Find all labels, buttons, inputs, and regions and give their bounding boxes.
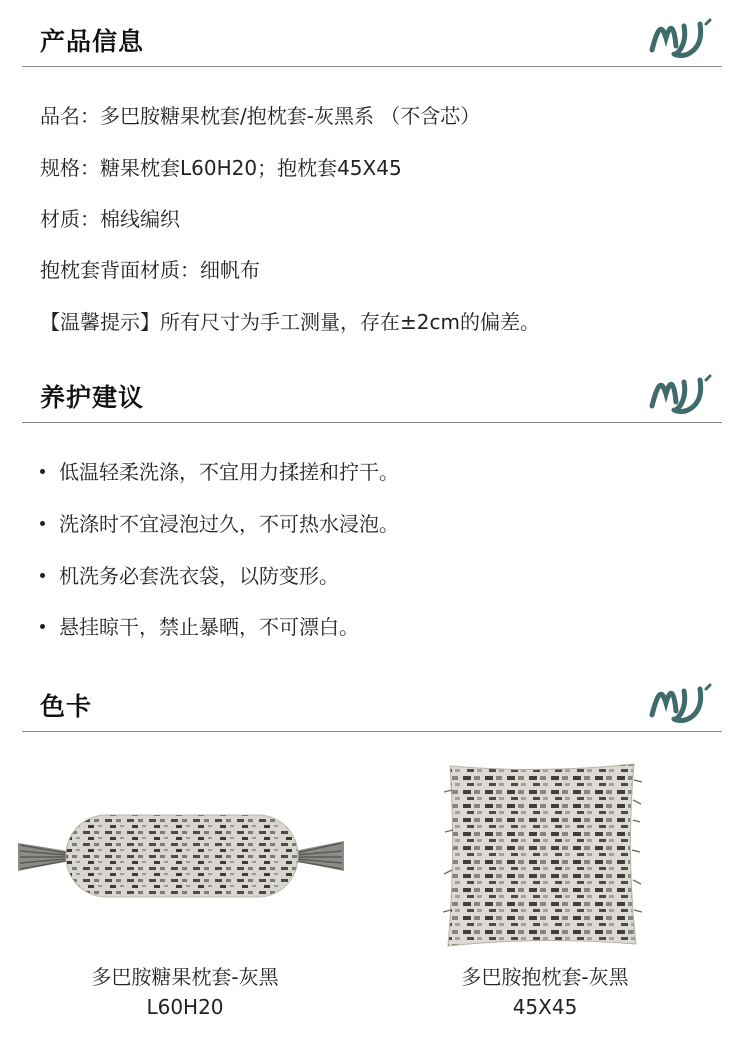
care-item-text: 低温轻柔洗涤，不宜用力揉搓和拧干。 bbox=[59, 460, 399, 484]
info-line-name: 品名：多巴胺糖果枕套/抱枕套-灰黑系 （不含芯） bbox=[40, 104, 481, 128]
color-card-item-name: 多巴胺抱枕套-灰黑 bbox=[461, 965, 629, 989]
color-card-item-square bbox=[390, 962, 700, 1022]
square-pillow-image bbox=[440, 760, 645, 950]
care-item-text: 洗涤时不宜浸泡过久，不可热水浸泡。 bbox=[59, 512, 399, 536]
section-header-color-card bbox=[22, 671, 722, 732]
care-item bbox=[40, 508, 399, 537]
care-item bbox=[40, 611, 359, 640]
info-line-material: 材质：棉线编织 bbox=[40, 207, 180, 231]
color-card-item-name: 多巴胺糖果枕套-灰黑 bbox=[91, 965, 279, 989]
care-item bbox=[40, 456, 399, 485]
brand-logo bbox=[648, 372, 714, 414]
section-title: 色卡 bbox=[40, 692, 93, 721]
brand-logo bbox=[648, 681, 714, 723]
color-card-item-bolster bbox=[30, 962, 340, 1022]
section-title: 产品信息 bbox=[40, 27, 145, 56]
care-item-text: 机洗务必套洗衣袋，以防变形。 bbox=[59, 564, 339, 588]
bolster-pillow-image bbox=[16, 805, 346, 905]
info-line-back-material: 抱枕套背面材质：细帆布 bbox=[40, 258, 260, 282]
info-line-spec: 规格：糖果枕套L60H20；抱枕套45X45 bbox=[40, 156, 402, 180]
info-line-note: 【温馨提示】所有尺寸为手工测量，存在±2cm的偏差。 bbox=[40, 310, 540, 334]
section-title: 养护建议 bbox=[40, 383, 145, 412]
care-item-text: 悬挂晾干，禁止暴晒，不可漂白。 bbox=[59, 615, 359, 639]
brand-logo bbox=[648, 16, 714, 58]
color-card-item-size: 45X45 bbox=[512, 995, 578, 1019]
section-header-care bbox=[22, 362, 722, 423]
bullet-icon bbox=[40, 573, 45, 578]
color-card-item-size: L60H20 bbox=[146, 995, 224, 1019]
bullet-icon bbox=[40, 624, 45, 629]
bullet-icon bbox=[40, 521, 45, 526]
bullet-icon bbox=[40, 469, 45, 474]
section-header-product-info bbox=[22, 6, 722, 67]
care-item bbox=[40, 560, 339, 589]
